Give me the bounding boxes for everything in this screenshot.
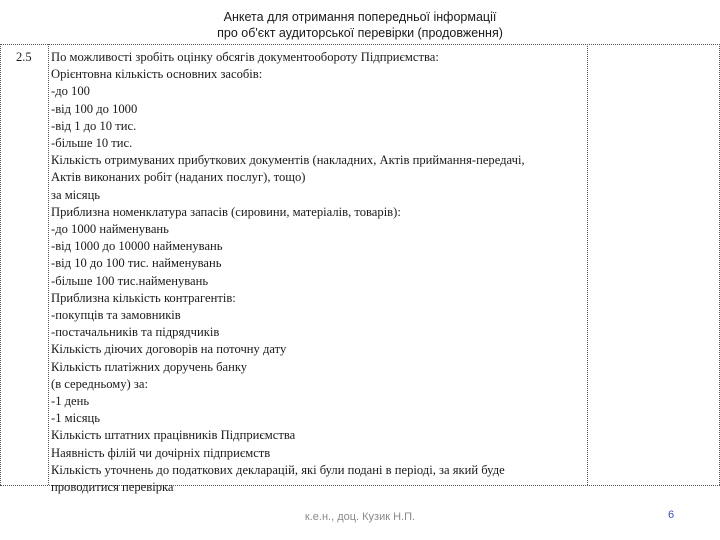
title-line-1: Анкета для отримання попередньої інформації [223,10,497,24]
text-line: -від 1000 до 10000 найменувань [51,239,223,254]
text-line: Кількість штатних працівників Підприємства [51,428,296,443]
text-line: -від 1 до 10 тис. [51,118,137,133]
text-line: -більше 100 тис.найменувань [51,273,209,288]
text-line: за місяць [51,187,101,202]
text-line: -від 100 до 1000 [51,101,138,116]
text-line: Кількість уточнень до податкових декларацій, які були подані в періоді, за який буде [51,462,505,477]
table-column-divider-1 [48,44,49,485]
text-line: -до 1000 найменувань [51,222,169,237]
title-line-2: про об'єкт аудиторської перевірки (продовження) [217,26,503,40]
text-line: -постачальників та підрядчиків [51,325,220,340]
table-top-border [0,44,720,45]
text-line: -1 місяць [51,411,100,426]
text-line: Приблизна кількість контрагентів: [51,290,236,305]
text-line: -від 10 до 100 тис. найменувань [51,256,222,271]
text-line: -покупців та замовників [51,308,181,323]
text-line: (в середньому) за: [51,376,148,391]
row-number: 2.5 [16,50,32,64]
text-line: Приблизна номенклатура запасів (сировини, матеріалів, товарів): [51,204,401,219]
slide-title [0,9,720,41]
text-line: Орієнтовна кількість основних засобів: [51,67,263,82]
text-line: Наявність філій чи дочірніх підприємств [51,445,271,460]
text-line: Актів виконаних робіт (наданих послуг), тощо) [51,170,306,185]
text-line: -до 100 [51,84,90,99]
text-line: -більше 10 тис. [51,136,133,151]
text-line: Кількість отримуваних прибуткових документів (накладних, Актів приймання-передачі, [51,153,525,168]
table-column-divider-2 [587,44,588,485]
footer-author: к.е.н., доц. Кузик Н.П. [304,511,416,523]
text-line: По можливості зробіть оцінку обсягів документообороту Підприємства: [51,50,439,64]
text-line: Кількість діючих договорів на поточну дату [51,342,287,357]
table-left-border [0,44,1,485]
page-number: 6 [668,509,675,521]
text-line: проводитися перевірка [51,480,174,495]
text-line: -1 день [51,394,90,409]
text-line: Кількість платіжних доручень банку [51,359,248,374]
questionnaire-text [51,49,586,496]
